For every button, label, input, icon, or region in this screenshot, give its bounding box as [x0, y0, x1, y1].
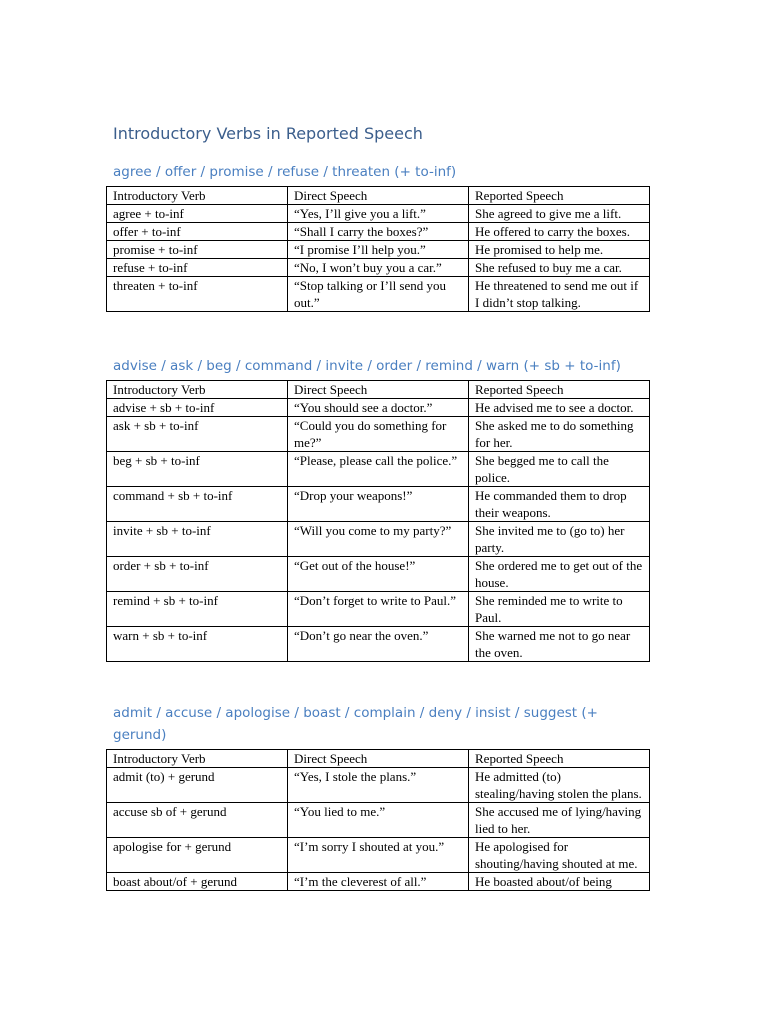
table-cell: apologise for + gerund — [107, 838, 288, 873]
table-cell: threaten + to-inf — [107, 277, 288, 312]
table-cell: “Will you come to my party?” — [288, 522, 469, 557]
table-cell: “Yes, I’ll give you a lift.” — [288, 205, 469, 223]
section-heading-gerund: admit / accuse / apologise / boast / complain / deny / insist / suggest (+ gerund) — [113, 705, 598, 743]
table-cell: She reminded me to write to Paul. — [469, 592, 650, 627]
section-heading-sb-to-inf: advise / ask / beg / command / invite / order / remind / warn (+ sb + to-inf) — [113, 358, 621, 374]
table-cell: remind + sb + to-inf — [107, 592, 288, 627]
table-cell: warn + sb + to-inf — [107, 627, 288, 662]
table-row — [107, 768, 650, 803]
table-cell: He boasted about/of being — [469, 873, 650, 891]
table-cell: accuse sb of + gerund — [107, 803, 288, 838]
table-cell: He apologised for shouting/having shouted at me. — [469, 838, 650, 873]
table-cell: refuse + to-inf — [107, 259, 288, 277]
table-cell: “Drop your weapons!” — [288, 487, 469, 522]
table-cell: She asked me to do something for her. — [469, 417, 650, 452]
table-cell: She warned me not to go near the oven. — [469, 627, 650, 662]
table-cell: “I’m sorry I shouted at you.” — [288, 838, 469, 873]
table-cell: He advised me to see a doctor. — [469, 399, 650, 417]
table-gerund — [106, 749, 650, 891]
table-cell: He admitted (to) stealing/having stolen the plans. — [469, 768, 650, 803]
table-cell: “You should see a doctor.” — [288, 399, 469, 417]
table-cell: “Shall I carry the boxes?” — [288, 223, 469, 241]
column-header: Reported Speech — [469, 381, 650, 399]
table-cell: “Stop talking or I’ll send you out.” — [288, 277, 469, 312]
table-cell: He offered to carry the boxes. — [469, 223, 650, 241]
table-cell: “Don’t go near the oven.” — [288, 627, 469, 662]
table-cell: “Could you do something for me?” — [288, 417, 469, 452]
table-cell: She refused to buy me a car. — [469, 259, 650, 277]
table-cell: beg + sb + to-inf — [107, 452, 288, 487]
table-row — [107, 838, 650, 873]
table-cell: He promised to help me. — [469, 241, 650, 259]
table-cell: She invited me to (go to) her party. — [469, 522, 650, 557]
table-cell: She ordered me to get out of the house. — [469, 557, 650, 592]
table-cell: He commanded them to drop their weapons. — [469, 487, 650, 522]
section-heading-to-inf: agree / offer / promise / refuse / threaten (+ to-inf) — [113, 164, 457, 180]
table-header-row — [107, 750, 650, 768]
table-row — [107, 873, 650, 891]
table-cell: She accused me of lying/having lied to her. — [469, 803, 650, 838]
table-cell: She agreed to give me a lift. — [469, 205, 650, 223]
table-cell: “You lied to me.” — [288, 803, 469, 838]
table-cell: order + sb + to-inf — [107, 557, 288, 592]
table-cell: He threatened to send me out if I didn’t stop talking. — [469, 277, 650, 312]
table-cell: boast about/of + gerund — [107, 873, 288, 891]
table-cell: offer + to-inf — [107, 223, 288, 241]
table-cell: “Don’t forget to write to Paul.” — [288, 592, 469, 627]
table-row — [107, 803, 650, 838]
table-cell: “Yes, I stole the plans.” — [288, 768, 469, 803]
table-cell: “I promise I’ll help you.” — [288, 241, 469, 259]
table-cell: command + sb + to-inf — [107, 487, 288, 522]
table-cell: “Please, please call the police.” — [288, 452, 469, 487]
column-header: Introductory Verb — [107, 381, 288, 399]
table-cell: She begged me to call the police. — [469, 452, 650, 487]
column-header: Reported Speech — [469, 187, 650, 205]
table-cell: “No, I won’t buy you a car.” — [288, 259, 469, 277]
table-cell: ask + sb + to-inf — [107, 417, 288, 452]
column-header: Direct Speech — [288, 187, 469, 205]
table-cell: admit (to) + gerund — [107, 768, 288, 803]
column-header: Direct Speech — [288, 750, 469, 768]
table-cell: promise + to-inf — [107, 241, 288, 259]
column-header: Direct Speech — [288, 381, 469, 399]
document-title: Introductory Verbs in Reported Speech — [113, 124, 423, 143]
table-cell: “Get out of the house!” — [288, 557, 469, 592]
column-header: Introductory Verb — [107, 187, 288, 205]
column-header: Introductory Verb — [107, 750, 288, 768]
table-cell: advise + sb + to-inf — [107, 399, 288, 417]
table-cell: invite + sb + to-inf — [107, 522, 288, 557]
table-cell: agree + to-inf — [107, 205, 288, 223]
table-cell: “I’m the cleverest of all.” — [288, 873, 469, 891]
column-header: Reported Speech — [469, 750, 650, 768]
